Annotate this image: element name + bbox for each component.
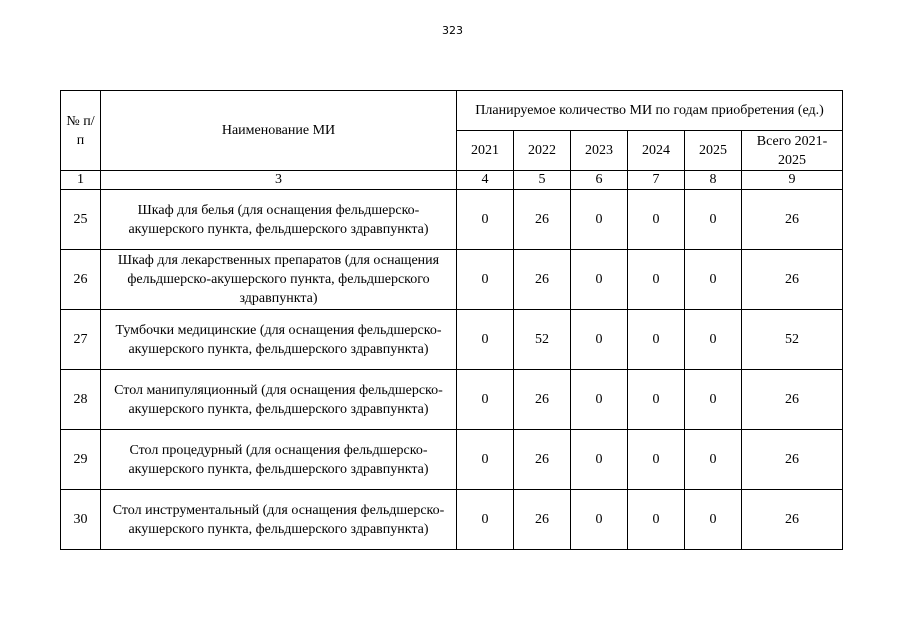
row-name: Стол процедурный (для оснащения фельдшерско-акушерского пункта, фельдшерского здравпункта) [101, 430, 457, 490]
header-total: Всего 2021-2025 [742, 131, 843, 171]
row-value-2024: 0 [628, 310, 685, 370]
column-number: 3 [101, 171, 457, 190]
row-value-2024: 0 [628, 250, 685, 310]
column-number: 9 [742, 171, 843, 190]
row-name: Стол инструментальный (для оснащения фельдшерско-акушерского пункта, фельдшерского здравпункта) [101, 490, 457, 550]
table-row [61, 250, 843, 310]
header-year: 2023 [571, 131, 628, 171]
row-value-2023: 0 [571, 370, 628, 430]
row-value-2025: 0 [685, 370, 742, 430]
row-value-2025: 0 [685, 490, 742, 550]
row-value-2021: 0 [457, 190, 514, 250]
row-value-2021: 0 [457, 490, 514, 550]
header-planned: Планируемое количество МИ по годам приобретения (ед.) [457, 91, 843, 131]
row-num: 26 [61, 250, 101, 310]
table-row [61, 370, 843, 430]
row-value-2023: 0 [571, 310, 628, 370]
row-value-2025: 0 [685, 190, 742, 250]
header-num: № п/п [61, 91, 101, 171]
table-row [61, 430, 843, 490]
row-value-total: 26 [742, 490, 843, 550]
page-number: 323 [442, 24, 463, 37]
column-number: 8 [685, 171, 742, 190]
header-year: 2024 [628, 131, 685, 171]
header-year: 2022 [514, 131, 571, 171]
row-name: Шкаф для лекарственных препаратов (для оснащения фельдшерско-акушерского пункта, фельдшерского здравпункта) [101, 250, 457, 310]
row-value-2022: 26 [514, 430, 571, 490]
row-name: Тумбочки медицинские (для оснащения фельдшерско-акушерского пункта, фельдшерского здравпункта) [101, 310, 457, 370]
row-value-2021: 0 [457, 310, 514, 370]
row-value-total: 26 [742, 250, 843, 310]
header-row [61, 91, 843, 131]
row-value-2021: 0 [457, 430, 514, 490]
row-value-2023: 0 [571, 430, 628, 490]
row-value-total: 26 [742, 370, 843, 430]
row-value-2021: 0 [457, 250, 514, 310]
row-value-2024: 0 [628, 490, 685, 550]
row-name: Стол манипуляционный (для оснащения фельдшерско-акушерского пункта, фельдшерского здравпункта) [101, 370, 457, 430]
header-year: 2025 [685, 131, 742, 171]
row-value-2022: 26 [514, 370, 571, 430]
table-row [61, 310, 843, 370]
row-value-2023: 0 [571, 250, 628, 310]
column-numbers-row [61, 171, 843, 190]
column-number: 5 [514, 171, 571, 190]
header-name: Наименование МИ [101, 91, 457, 171]
row-value-2022: 26 [514, 250, 571, 310]
row-value-2024: 0 [628, 190, 685, 250]
row-value-2022: 52 [514, 310, 571, 370]
row-value-2022: 26 [514, 190, 571, 250]
row-value-2024: 0 [628, 430, 685, 490]
row-value-total: 26 [742, 430, 843, 490]
table-row [61, 490, 843, 550]
row-value-2025: 0 [685, 250, 742, 310]
row-value-total: 26 [742, 190, 843, 250]
row-value-2024: 0 [628, 370, 685, 430]
table-row [61, 190, 843, 250]
row-value-2021: 0 [457, 370, 514, 430]
row-num: 30 [61, 490, 101, 550]
column-number: 4 [457, 171, 514, 190]
row-value-2025: 0 [685, 430, 742, 490]
row-num: 25 [61, 190, 101, 250]
row-value-2022: 26 [514, 490, 571, 550]
column-number: 1 [61, 171, 101, 190]
row-value-total: 52 [742, 310, 843, 370]
row-value-2025: 0 [685, 310, 742, 370]
column-number: 7 [628, 171, 685, 190]
row-num: 28 [61, 370, 101, 430]
column-number: 6 [571, 171, 628, 190]
equipment-table [60, 90, 843, 550]
row-num: 27 [61, 310, 101, 370]
row-name: Шкаф для белья (для оснащения фельдшерско-акушерского пункта, фельдшерского здравпункта) [101, 190, 457, 250]
row-value-2023: 0 [571, 490, 628, 550]
row-num: 29 [61, 430, 101, 490]
row-value-2023: 0 [571, 190, 628, 250]
header-year: 2021 [457, 131, 514, 171]
